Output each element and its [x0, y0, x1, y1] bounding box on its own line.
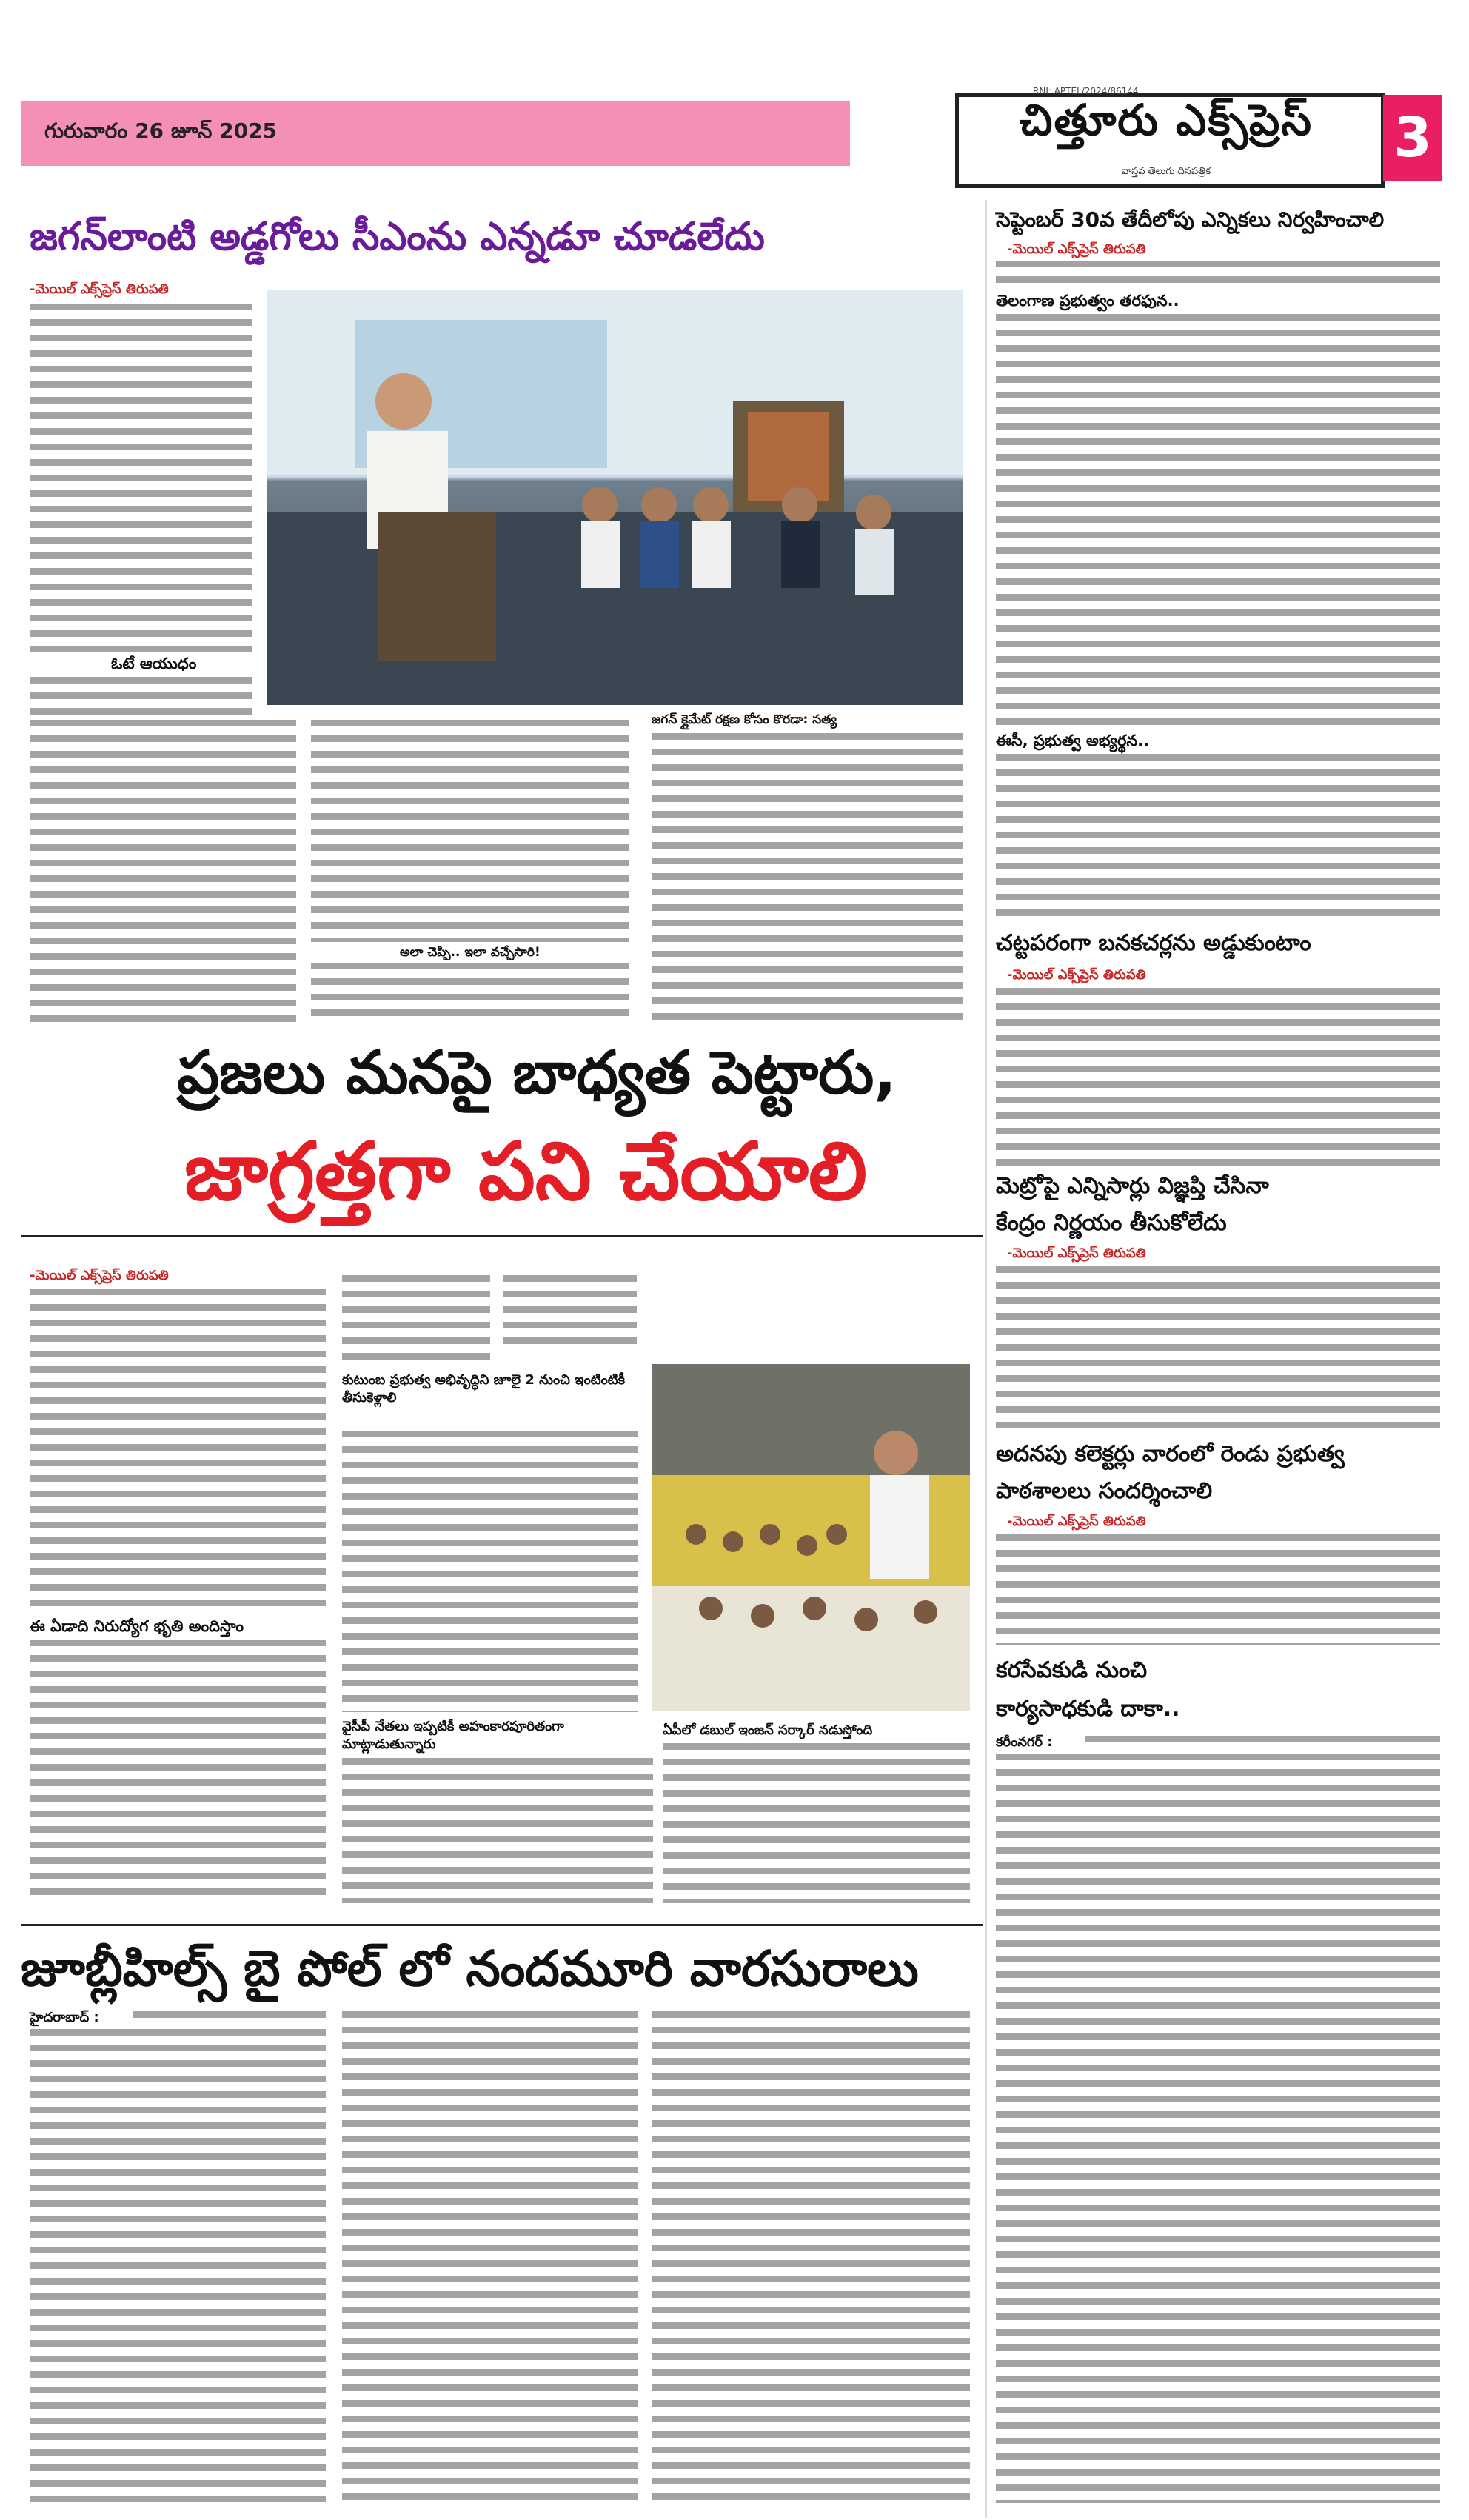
right-text-1b — [996, 314, 1440, 726]
subhead-lokesh-3: వైసీపీ నేతలు ఇప్పటికీ అహంకారపూరితంగా మాట్లాడుతున్నారు — [342, 1718, 653, 1754]
right-text-3 — [996, 1266, 1440, 1429]
cbn-speech-photo — [267, 290, 963, 705]
right-text-5a — [1085, 1736, 1440, 1751]
text-jubilee-col2 — [342, 2011, 638, 2503]
lokesh-crowd-photo — [652, 1364, 970, 1711]
divider-lokesh — [21, 1235, 983, 1237]
headline-jagan: జగన్‌లాంటి అడ్డగోలు సీఎంను ఎన్నడూ చూడలేదు — [30, 215, 765, 259]
text-jagan-col4 — [652, 733, 963, 1023]
subhead-vote: ఓటే ఆయుధం — [111, 655, 230, 677]
headline-jubilee: జూబ్లీహిల్స్ బై పోల్ లో నందమూరి వారసురాలు — [21, 1940, 919, 1997]
subhead-mid: అలా చెప్పి.. ఇలా వచ్చేసారి! — [400, 945, 578, 963]
dateline-jubilee: హైదరాబాద్ : — [30, 2010, 133, 2028]
masthead-tagline: వాస్తవ తెలుగు దినపత్రిక — [1121, 166, 1211, 177]
divider-jubilee — [21, 1924, 983, 1926]
right-dateline-5: కరీంనగర్ : — [996, 1734, 1085, 1753]
right-text-2 — [996, 988, 1440, 1166]
right-byline-3: -మెయిల్ ఎక్స్‌ప్రెస్ తిరుపతి — [1007, 1246, 1146, 1264]
text-jubilee-col3 — [652, 2011, 970, 2503]
text-jubilee-col1a — [133, 2011, 326, 2026]
text-jagan-col3a — [311, 720, 629, 942]
column-separator — [985, 200, 987, 2518]
right-sub-1b: ఈసీ, ప్రభుత్వ అభ్యర్థన.. — [996, 732, 1440, 754]
byline-lokesh: -మెయిల్ ఎక్స్‌ప్రెస్ తిరుపతి — [30, 1268, 169, 1286]
right-headline-2: చట్టపరంగా బనకచర్లను అడ్డుకుంటాం — [996, 930, 1440, 961]
right-headline-4b: పాఠశాలలు సందర్శించాలి — [996, 1478, 1440, 1509]
text-lokesh-col2a — [342, 1275, 490, 1364]
right-byline-4: -మెయిల్ ఎక్స్‌ప్రెస్ తిరుపతి — [1007, 1514, 1146, 1532]
text-jagan-col3b — [311, 963, 629, 1023]
masthead-title: చిత్తూరు ఎక్స్‌ప్రెస్ — [1020, 95, 1313, 145]
right-headline-5b: కార్యసాధకుడి దాకా.. — [996, 1696, 1440, 1727]
cbn-photo-illustration — [267, 290, 963, 705]
headline-lokesh-2: జాగ్రత్తగా పని చేయాలి — [184, 1126, 868, 1218]
caption-jagan: జగన్ క్లైమేట్ రక్షణ కోసం కొరడా: సత్య — [652, 712, 963, 730]
subhead-lokesh-2: కుటుంబ ప్రభుత్వ అభివృద్ధిని జూలై 2 నుంచి ఇంటింటికీ తీసుకెళ్లాలి — [342, 1371, 638, 1407]
subhead-lokesh-1: ఈ ఏడాది నిరుద్యోగ భృతి అందిస్తాం — [30, 1617, 326, 1640]
headline-lokesh-1: ప్రజలు మనపై బాధ్యత పెట్టారు, — [177, 1038, 897, 1107]
right-byline-1: -మెయిల్ ఎక్స్‌ప్రెస్ తిరుపతి — [1007, 241, 1146, 260]
right-headline-3b: కేంద్రం నిర్ణయం తీసుకోలేదు — [996, 1210, 1440, 1241]
text-lokesh-col4 — [663, 1743, 970, 1903]
page-number: 3 — [1383, 95, 1442, 181]
right-headline-1: సెప్టెంబర్ 30వ తేదీలోపు ఎన్నికలు నిర్వహించాలి — [996, 207, 1448, 237]
issue-date: గురువారం 26 జూన్ 2025 — [44, 118, 278, 143]
text-jubilee-col1 — [30, 2029, 326, 2503]
right-byline-2: -మెయిల్ ఎక్స్‌ప్రెస్ తిరుపతి — [1007, 967, 1146, 986]
subhead-lokesh-4: ఏపీలో డబుల్ ఇంజన్ సర్కార్ నడుస్తోంది — [663, 1722, 970, 1741]
text-lokesh-col1b — [30, 1640, 326, 1903]
right-sub-1a: తెలంగాణ ప్రభుత్వం తరఫున.. — [996, 292, 1440, 314]
right-text-4 — [996, 1534, 1440, 1645]
text-lokesh-col1 — [30, 1289, 326, 1614]
text-jagan-col2 — [30, 720, 296, 1023]
text-lokesh-col2b — [503, 1275, 637, 1349]
right-text-1a — [996, 261, 1440, 290]
right-headline-5a: కరసేవకుడి నుంచి — [996, 1657, 1440, 1688]
right-headline-3a: మెట్రోపై ఎన్నిసార్లు విజ్ఞప్తి చేసినా — [996, 1173, 1440, 1204]
right-text-1c — [996, 754, 1440, 923]
byline-jagan: -మెయిల్ ఎక్స్‌ప్రెస్ తిరుపతి — [30, 281, 169, 300]
right-headline-4a: అదనపు కలెక్టర్లు వారంలో రెండు ప్రభుత్వ — [996, 1441, 1440, 1472]
masthead-registration: RNI: APTEL/2024/86144 — [1033, 86, 1139, 96]
text-lokesh-col2c — [342, 1431, 638, 1712]
lokesh-photo-illustration — [652, 1364, 970, 1711]
text-lokesh-col3 — [342, 1758, 653, 1903]
text-jagan-col1 — [30, 304, 252, 652]
right-text-5 — [996, 1754, 1440, 2503]
